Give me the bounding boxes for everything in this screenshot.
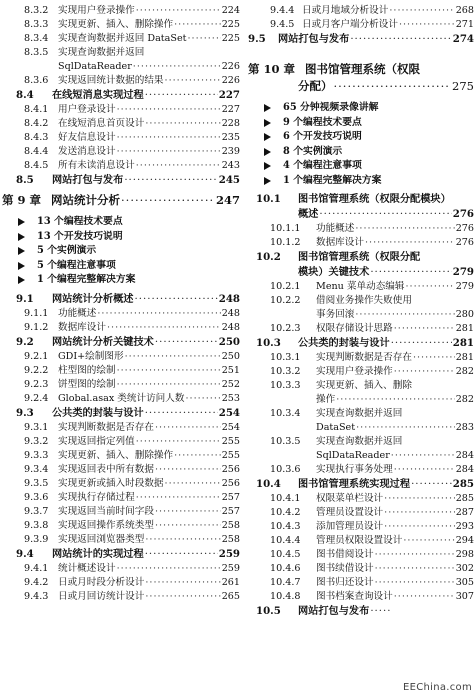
highlight-item: 1 个编程完整解决方案 [248,174,474,189]
toc-entry: 9.2.3 饼型图的绘制 ····· 252 [2,378,240,392]
toc-entry: 9.2.4 Global.asax 类统计访问人数 ····· 253 [2,392,240,406]
highlight-item: 5 个编程注意事项 [2,259,240,274]
toc-entry: 8.3.6 实现返回统计数据的结果 ····· 226 [2,74,240,88]
toc-entry: 10.3.2 实现用户登录操作 ····· 282 [248,365,474,379]
highlight-item: 8 个实例演示 [248,145,474,160]
toc-entry: 8.4.3 好友信息设计 ····· 235 [2,131,240,145]
arrow-bullet-icon [18,276,25,284]
watermark-text: EEChina.com [402,682,472,693]
toc-section: 10.2 图书馆管理系统（权限分配 [256,251,421,263]
toc-entry: 9.2.2 柱型图的绘制 ····· 251 [2,364,240,378]
toc-entry: 9.3.2 实现返回指定列值 ····· 255 [2,435,240,449]
arrow-bullet-icon [264,148,271,156]
toc-entry: 10.4.2 管理员设置设计 ····· 287 [248,506,474,520]
arrow-bullet-icon [18,233,25,241]
highlight-item: 6 个开发技巧说明 [248,130,474,145]
toc-entry: 9.3.1 实现判断数据是否存在 ····· 254 [2,421,240,435]
highlight-item: 5 个实例演示 [2,244,240,259]
highlight-item: 13 个编程技术要点 [2,215,240,230]
toc-entry: 9.3.3 实现更新、插入、删除操作 ····· 255 [2,449,240,463]
toc-entry: 10.3.3 实现更新、插入、删除 [270,380,412,391]
toc-right-column [248,4,474,619]
toc-entry: 10.2.3 权限存储设计思路 ····· 281 [248,322,474,336]
toc-entry: 10.3.4 实现查询数据并返回 [270,408,403,419]
toc-entry: 8.4.2 在线短消息首页设计 ····· 228 [2,117,240,131]
toc-section: 8.4 在线短消息实现过程 ····· 227 [2,88,240,103]
toc-entry: 8.4.1 用户登录设计 ····· 227 [2,103,240,117]
toc-section: 10.3 公共类的封装与设计 ····· 281 [248,336,474,351]
toc-entry: 8.3.2 实现用户登录操作 ····· 224 [2,4,240,18]
toc-entry: 10.4.3 添加管理员设计 ····· 293 [248,520,474,534]
toc-entry: 9.3.5 实现更新或插入时段数据 ····· 256 [2,477,240,491]
highlight-item: 9 个编程技术要点 [248,116,474,131]
arrow-bullet-icon [264,104,271,112]
arrow-bullet-icon [264,162,271,170]
toc-entry: 9.4.1 统计概述设计 ····· 259 [2,562,240,576]
toc-entry: 10.3.6 实现执行事务处理 ····· 284 [248,463,474,477]
toc-entry: 10.1.2 数据库设计 ····· 276 [248,236,474,250]
toc-entry: 9.1.1 功能概述 ····· 248 [2,307,240,321]
toc-entry: 8.3.3 实现更新、插入、删除操作 ····· 225 [2,18,240,32]
toc-section-continued: 模块）关键技术 ····· 279 [248,265,474,280]
toc-entry-continued: 操作 ····· 282 [248,393,474,407]
toc-chapter-heading-continued: 分配） ····· 275 [248,78,474,95]
toc-entry: 10.4.6 图书续借设计 ····· 302 [248,562,474,576]
toc-entry-continued: SqlDataReader ····· 284 [248,449,474,463]
toc-entry: 8.3.4 实现查询数据并返回 DataSet ····· 225 [2,32,240,46]
toc-entry: 9.4.3 日或月回访统计设计 ····· 265 [2,590,240,604]
toc-entry: 9.4.4 日或月地域分析设计 ····· 268 [248,4,474,18]
toc-entry-continued: DataSet ····· 283 [248,421,474,435]
toc-entry: 9.3.6 实现执行存储过程 ····· 257 [2,491,240,505]
toc-entry-continued: SqlDataReader ····· 226 [2,60,240,74]
highlight-item: 13 个开发技巧说明 [2,230,240,245]
toc-entry: 10.4.5 图书借阅设计 ····· 298 [248,548,474,562]
toc-section: 9.4 网站统计的实现过程 ····· 259 [2,547,240,562]
highlight-item: 1 个编程完整解决方案 [2,273,240,288]
toc-chapter-heading: 第 10 章 图书馆管理系统（权限 [248,62,421,76]
arrow-bullet-icon [18,262,25,270]
arrow-bullet-icon [264,177,271,185]
toc-entry: 9.1.2 数据库设计 ····· 248 [2,321,240,335]
toc-entry: 10.3.1 实现判断数据是否存在 ····· 281 [248,351,474,365]
toc-entry: 9.3.4 实现返回表中所有数据 ····· 256 [2,463,240,477]
toc-section: 9.3 公共类的封装与设计 ····· 254 [2,406,240,421]
toc-entry: 9.3.9 实现返回浏览器类型 ····· 258 [2,533,240,547]
toc-left-column [2,4,240,604]
toc-entry: 8.4.5 所有未读消息设计 ····· 243 [2,159,240,173]
highlight-item: 4 个编程注意事项 [248,159,474,174]
toc-section: 9.5 网站打包与发布 ····· 274 [248,32,474,47]
toc-section: 10.4 图书馆管理系统实现过程 ····· 285 [248,477,474,492]
toc-entry: 9.4.2 日或月时段分析设计 ····· 261 [2,576,240,590]
toc-entry: 10.2.2 借阅业务操作失败使用 [270,295,412,306]
toc-section: 8.5 网站打包与发布 ····· 245 [2,173,240,188]
toc-entry: 10.4.7 图书归还设计 ····· 305 [248,576,474,590]
toc-entry: 10.1.1 功能概述 ····· 276 [248,222,474,236]
toc-entry: 8.4.4 发送消息设计 ····· 239 [2,145,240,159]
toc-entry: 10.3.5 实现查询数据并返回 [270,436,403,447]
highlight-item: 65 分钟视频录像讲解 [248,101,474,116]
arrow-bullet-icon [18,218,25,226]
toc-section: 9.1 网站统计分析概述 ····· 248 [2,292,240,307]
chapter-highlights [248,101,474,188]
toc-section: 9.2 网站统计分析关键技术 ····· 250 [2,335,240,350]
toc-entry: 8.3.5 实现查询数据并返回 [24,47,145,58]
toc-entry: 9.4.5 日或月客户端分析设计 ····· 271 [248,18,474,32]
toc-chapter-heading: 第 9 章 网站统计分析 ····· 247 [2,192,240,209]
chapter-highlights [2,215,240,288]
toc-entry-continued: 事务回滚 ····· 280 [248,308,474,322]
toc-entry: 9.3.7 实现返回当前时间字段 ····· 257 [2,505,240,519]
toc-entry: 10.2.1 Menu 菜单动态编辑 ····· 279 [248,280,474,294]
toc-entry: 10.4.8 图书档案查询设计 ····· 307 [248,590,474,604]
toc-section: 10.5 网站打包与发布 ····· [248,604,474,619]
toc-entry: 10.4.1 权限菜单栏设计 ····· 285 [248,492,474,506]
toc-entry: 9.3.8 实现返回操作系统类型 ····· 258 [2,519,240,533]
arrow-bullet-icon [18,247,25,255]
toc-section-continued: 概述 ····· 276 [248,207,474,222]
toc-entry: 9.2.1 GDI+绘制图形 ····· 250 [2,350,240,364]
toc-section: 10.1 图书馆管理系统（权限分配模块） [256,193,451,205]
toc-entry: 10.4.4 管理员权限设置设计 ····· 294 [248,534,474,548]
arrow-bullet-icon [264,133,271,141]
arrow-bullet-icon [264,119,271,127]
